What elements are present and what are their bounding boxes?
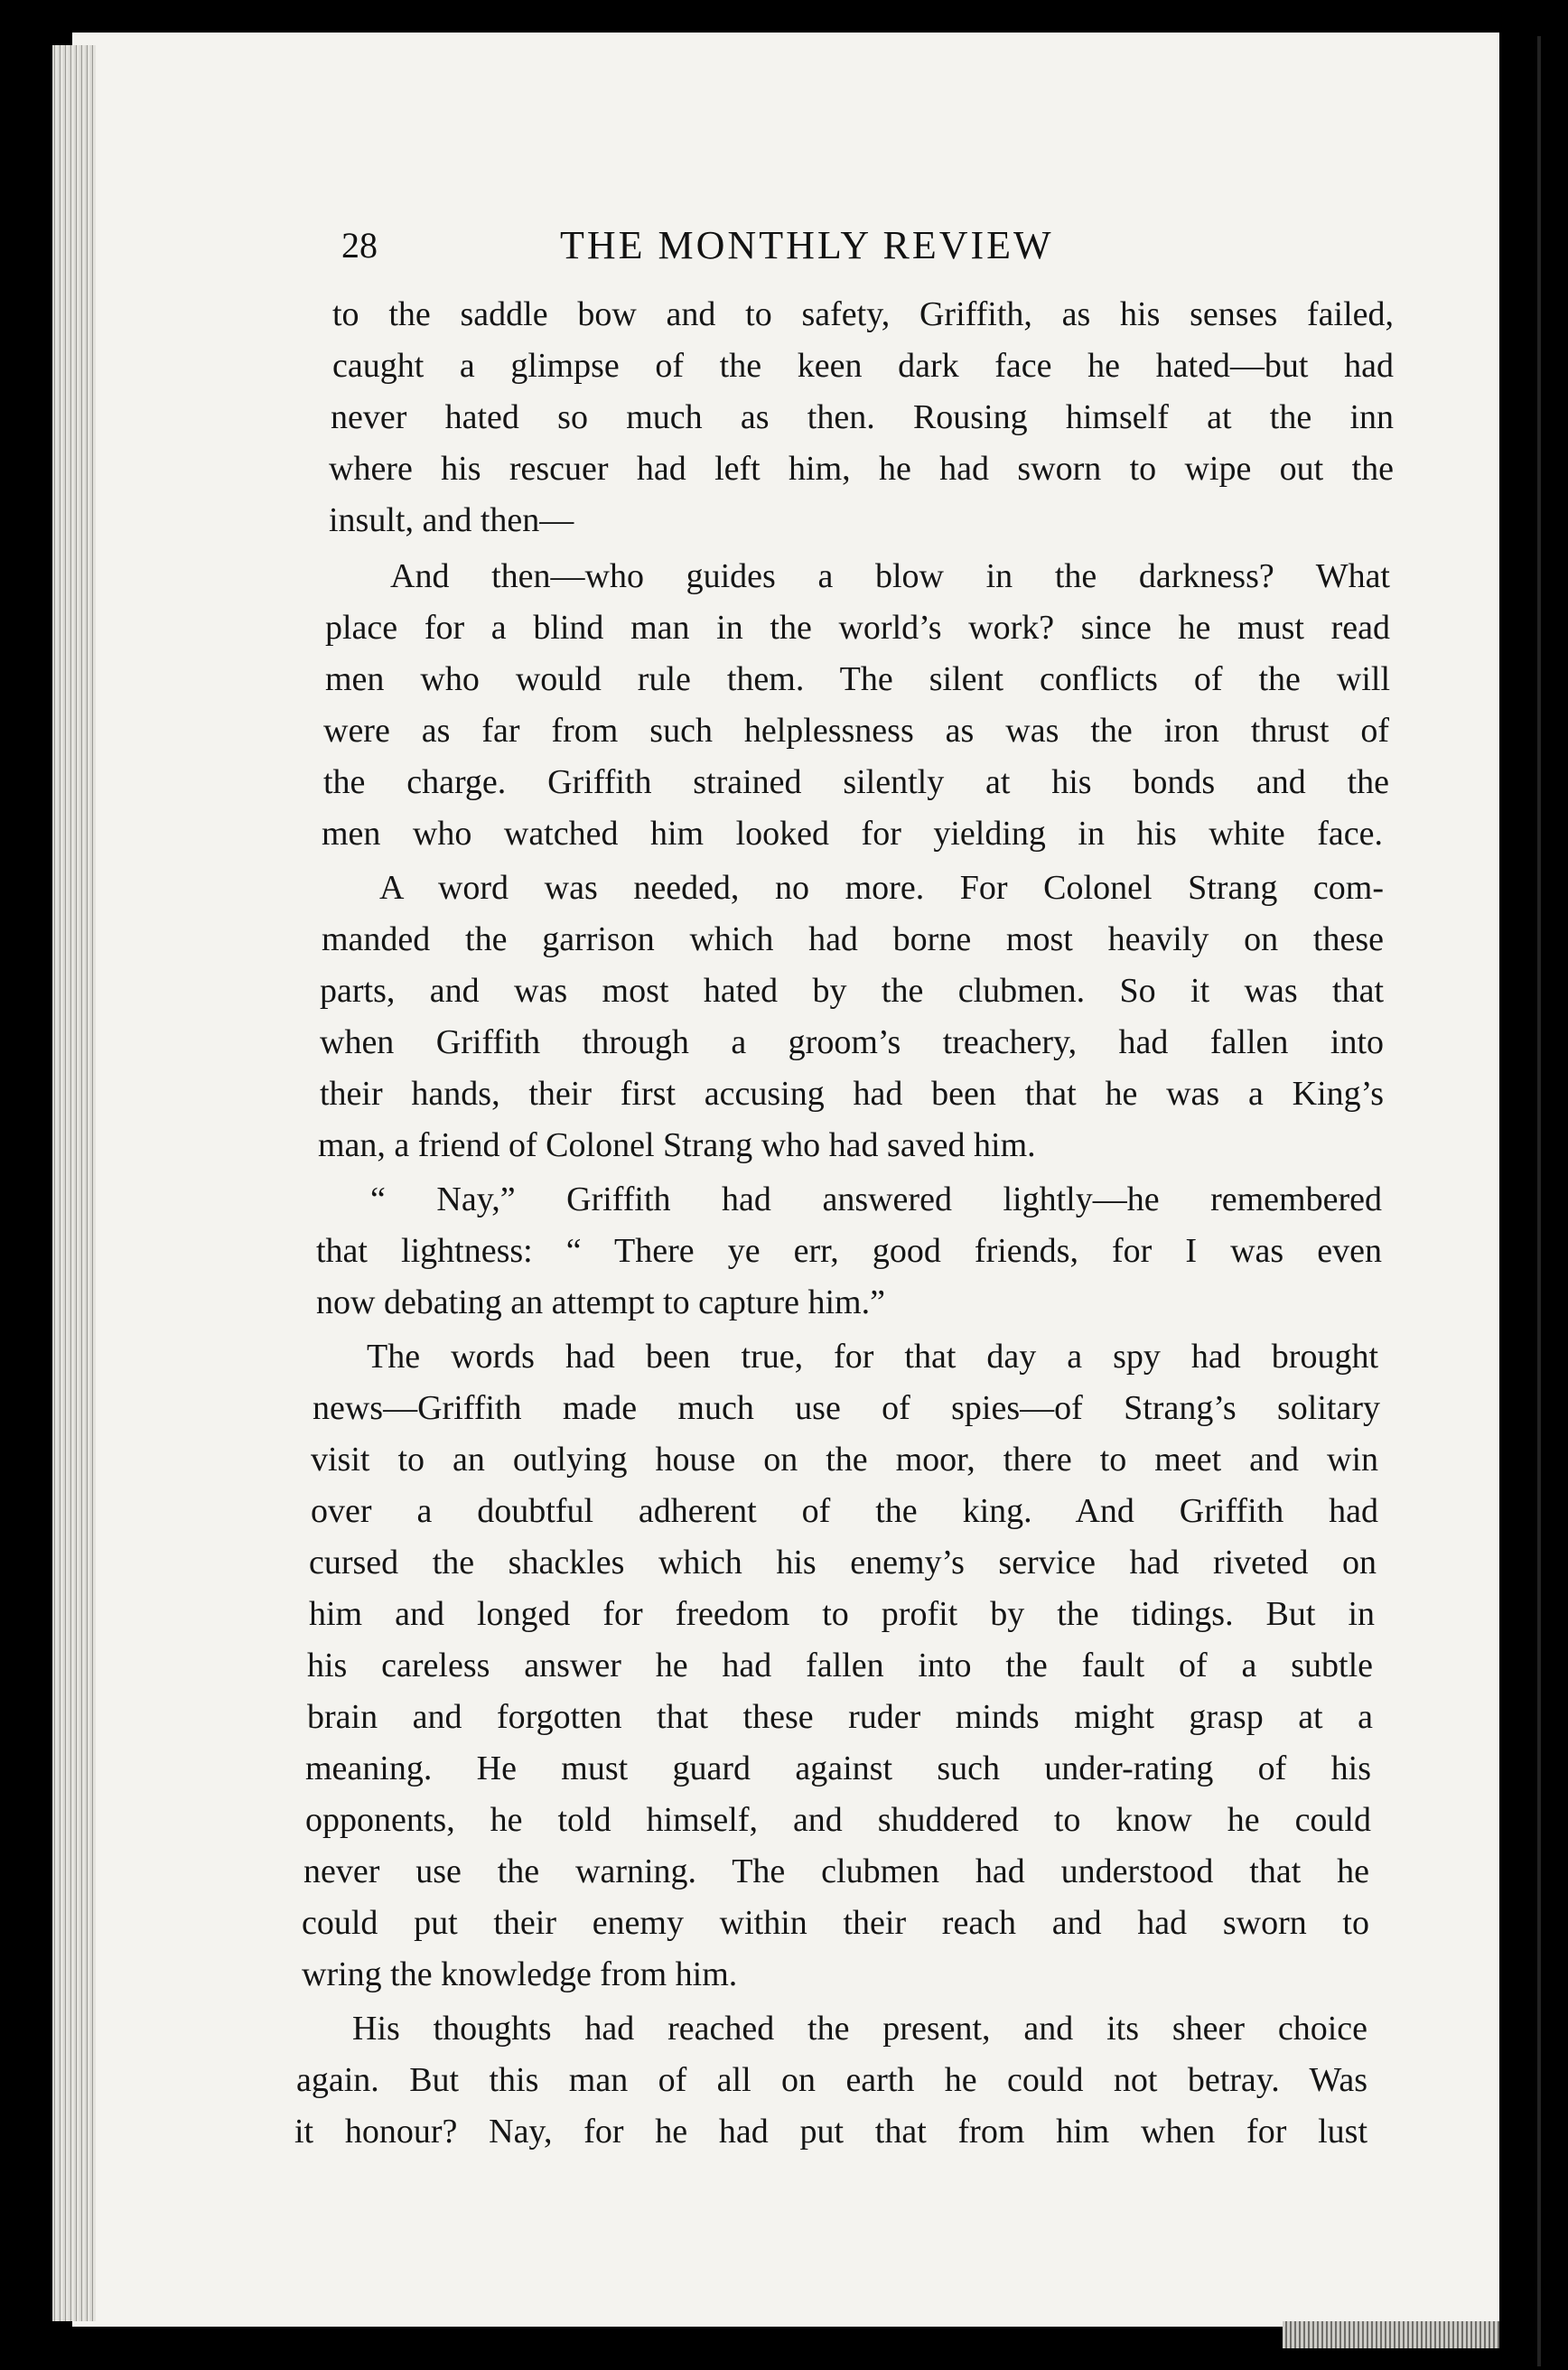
text-line: where his rescuer had left him, he had sworn to wipe out the (329, 450, 1394, 488)
text-line: The words had been true, for that day a spy had brought (367, 1338, 1378, 1376)
text-line: opponents, he told himself, and shuddered to know he could (305, 1801, 1371, 1839)
text-line: His thoughts had reached the present, and its sheer choice (352, 2010, 1367, 2048)
text-line: men who watched him looked for yielding in his white face. (322, 815, 1383, 853)
text-line: man, a friend of Colonel Strang who had saved him. (318, 1126, 1036, 1164)
text-line: meaning. He must guard against such under-rating of his (305, 1750, 1371, 1787)
text-line: A word was needed, no more. For Colonel Strang com- (379, 869, 1384, 907)
text-line: were as far from such helplessness as was the iron thrust of (323, 712, 1389, 750)
text-line: now debating an attempt to capture him.” (316, 1283, 885, 1321)
text-line: to the saddle bow and to safety, Griffith, as his senses failed, (332, 295, 1394, 333)
text-line: could put their enemy within their reach and had sworn to (302, 1904, 1369, 1942)
text-line: wring the knowledge from him. (302, 1955, 738, 1993)
book-spine-shadow (1499, 36, 1568, 2370)
text-line: him and longed for freedom to profit by the tidings. But in (309, 1595, 1375, 1633)
journal-title: THE MONTHLY REVIEW (560, 223, 1054, 267)
text-line: over a doubtful adherent of the king. And Griffith had (311, 1492, 1378, 1530)
page-edges-left (52, 45, 96, 2321)
text-line: place for a blind man in the world’s work? since he must read (325, 609, 1390, 647)
text-line: visit to an outlying house on the moor, there to meet and win (311, 1441, 1378, 1479)
text-line: insult, and then— (329, 501, 574, 539)
text-line: never hated so much as then. Rousing himself at the inn (331, 398, 1394, 436)
text-line: caught a glimpse of the keen dark face he hated—but had (332, 347, 1394, 385)
text-line: the charge. Griffith strained silently at his bonds and the (323, 763, 1389, 801)
text-line: his careless answer he had fallen into the fault of a subtle (307, 1647, 1373, 1684)
text-line: their hands, their first accusing had been that he was a King’s (320, 1075, 1384, 1113)
text-line: when Griffith through a groom’s treachery, had fallen into (320, 1023, 1384, 1061)
text-line: it honour? Nay, for he had put that from him when for lust (294, 2113, 1367, 2151)
spine-line (1537, 36, 1541, 2366)
text-line: parts, and was most hated by the clubmen. So it was that (320, 972, 1384, 1010)
text-line: brain and forgotten that these ruder minds might grasp at a (307, 1698, 1373, 1736)
text-line: again. But this man of all on earth he could not betray. Was (296, 2061, 1367, 2099)
text-line: manded the garrison which had borne most heavily on these (322, 920, 1384, 958)
text-line: news—Griffith made much use of spies—of Strang’s solitary (313, 1389, 1380, 1427)
page-number: 28 (341, 225, 378, 266)
running-head (341, 217, 1181, 275)
text-line: men who would rule them. The silent conflicts of the will (325, 660, 1390, 698)
page-edges-bottom (1283, 2321, 1517, 2348)
text-line: “ Nay,” Griffith had answered lightly—he remembered (370, 1180, 1382, 1218)
text-line: cursed the shackles which his enemy’s service had riveted on (309, 1544, 1377, 1582)
text-line: that lightness: “ There ye err, good friends, for I was even (316, 1232, 1382, 1270)
text-line: never use the warning. The clubmen had understood that he (303, 1852, 1369, 1890)
text-line: And then—who guides a blow in the darkness? What (390, 557, 1390, 595)
